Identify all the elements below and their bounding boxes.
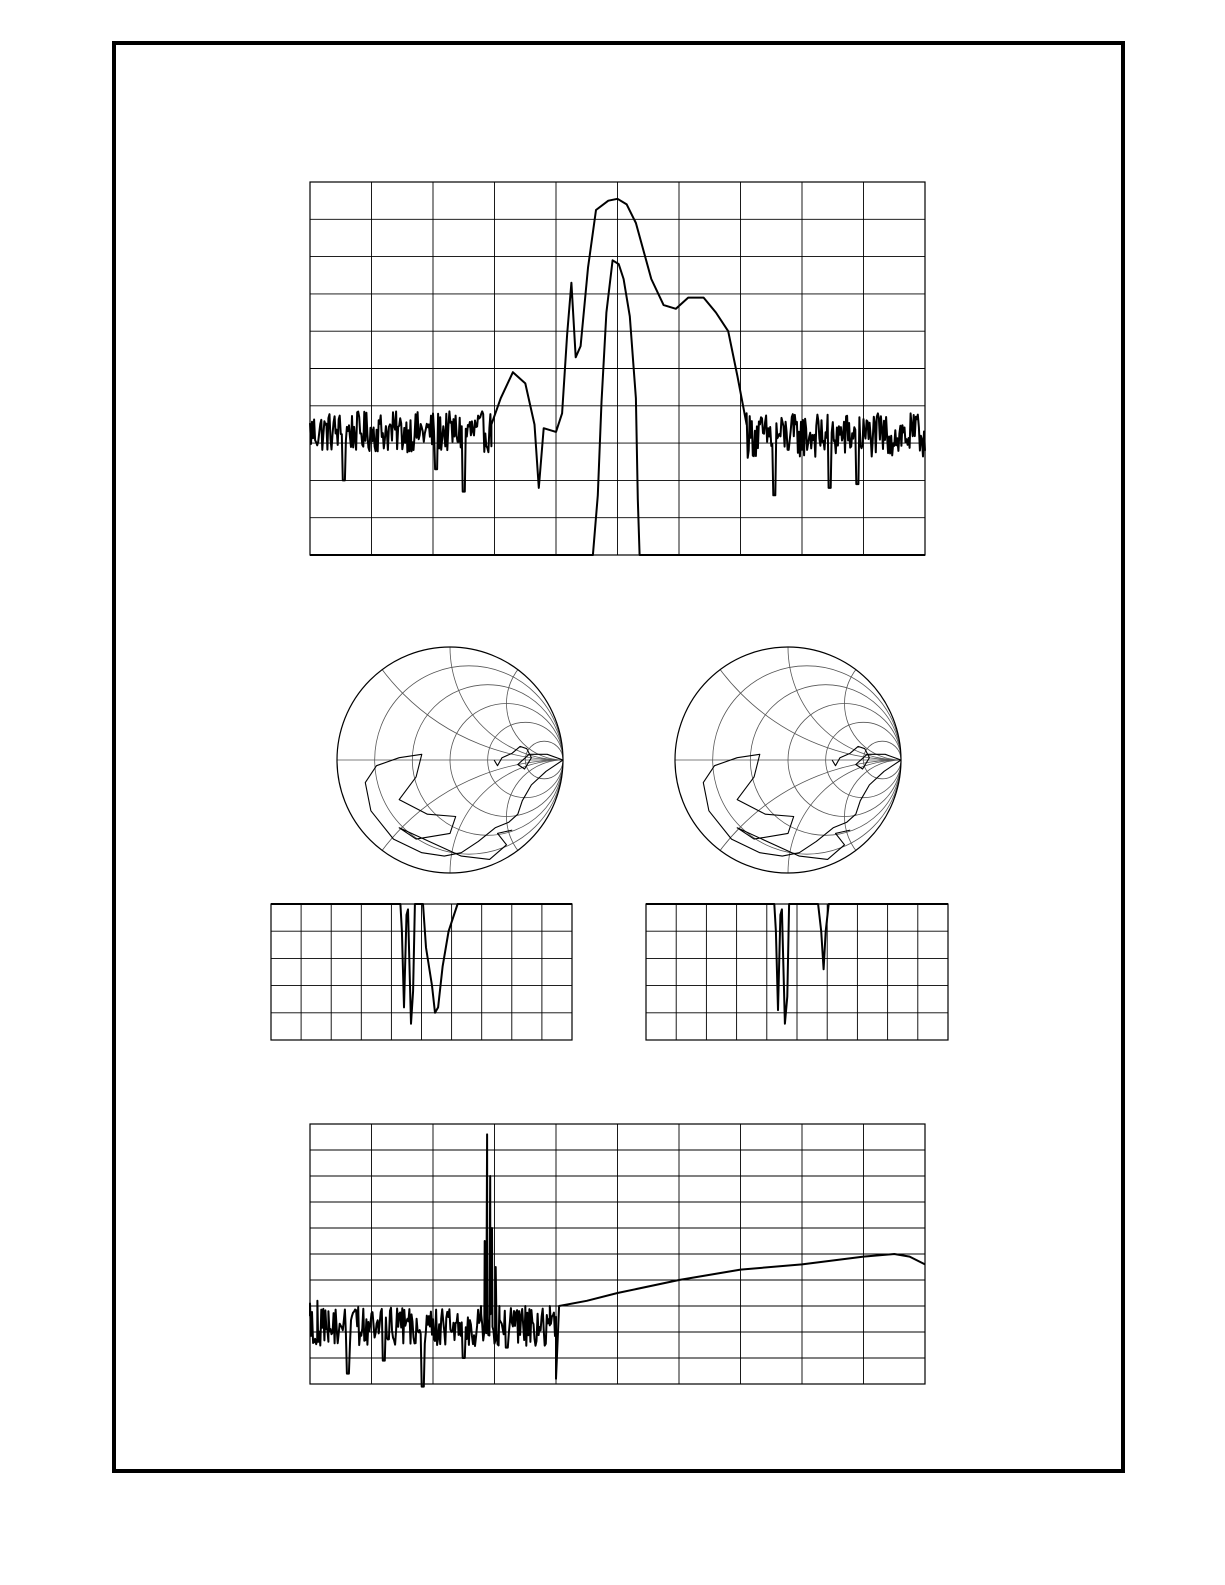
top-spectrum-chart [310,182,925,555]
mid-left-chart [271,904,572,1040]
footer [0,1563,1225,1585]
impedance-trace [365,746,563,859]
mid-right-chart [646,904,948,1040]
smith-chart-right [673,646,903,874]
impedance-trace [703,746,901,859]
bottom-spectrum-chart [310,1124,925,1384]
smith-chart-left [335,646,565,874]
